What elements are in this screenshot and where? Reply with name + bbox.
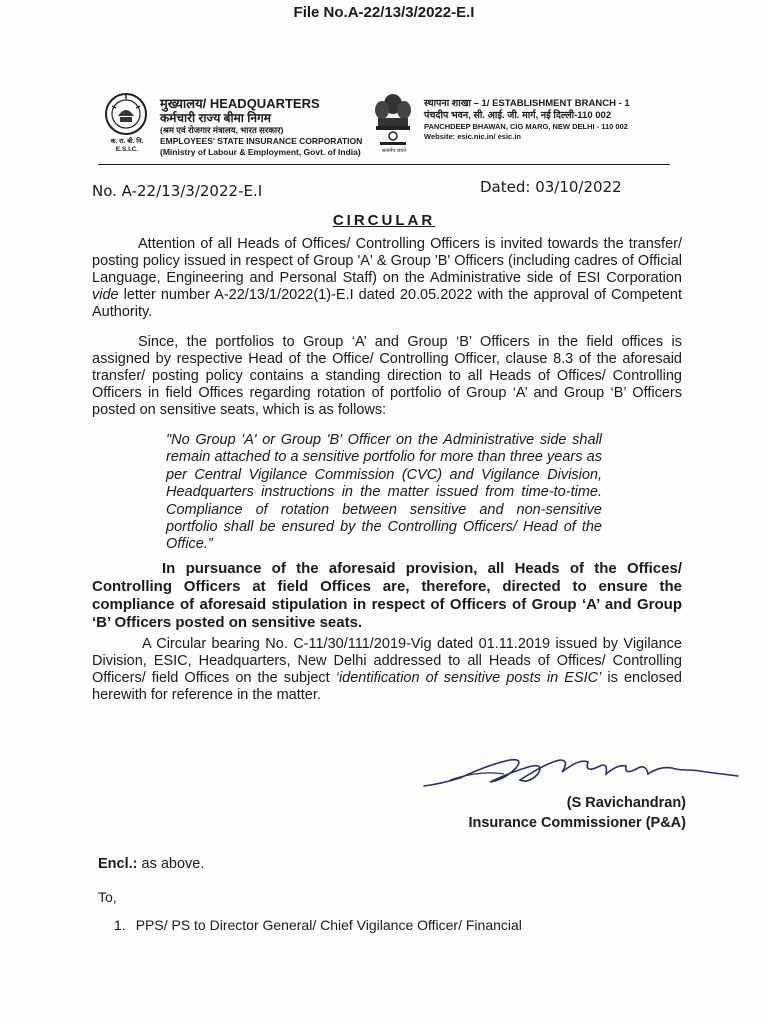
headquarters-block [160,96,362,158]
policy-quote: "No Group 'A' or Group 'B' Officer on the Administrative side shall remain attached to a sensitive portfolio for more than three years as per Central Vigilance Commission (CVC) and Vigilance Division, Headquarters instructions in the matter issued from time-to-time. Compliance of rotation between sensitive and non-sensitive portfolio shall be ensured by the Controlling Officers/ Head of the Office.” [166,432,602,553]
recipient-text: PPS/ PS to Director General/ Chief Vigilance Officer/ Financial [135,917,522,933]
branch-website: Website: esic.nic.in/ esic.in [424,132,521,141]
recipient-number: 1. [114,917,126,933]
branch-address: PANCHDEEP BHAWAN, CIG MARG, NEW DELHI - 110 002 [424,122,628,131]
emblem-caption: सत्यमेव जयते [381,148,407,154]
date: Dated: 03/10/2022 [480,178,622,196]
hq-corporation: EMPLOYEES' STATE INSURANCE CORPORATION [160,136,363,146]
esic-logo-icon [104,92,148,136]
branch-hindi-address: पंचदीप भवन, सी. आई. जी. मार्ग, नई दिल्ली-110 002 [424,110,612,121]
hq-hindi-name: कर्मचारी राज्य बीमा निगम [160,111,271,125]
paragraph-2: Since, the portfolios to Group ‘A’ and Group ‘B’ Officers in the field offices is assigned by respective Head of the Office/ Controlling Officer, clause 8.3 of the aforesaid transfer/ posting policy contains a standing direction to all Heads of Offices/ Controlling Officers in field Offices regarding rotation of portfolio of Group ‘A’ and Group ‘B’ Officers posted on sensitive seats, which is as follows: [92,334,682,418]
paragraph-3-directive: In pursuance of the aforesaid provision, all Heads of the Offices/ Controlling Officers at field Offices are, therefore, directed to ensure the compliance of aforesaid stipulation in respect of Officers of Group ‘A’ and Group ‘B’ Officers posted on sensitive seats. [92,560,682,631]
hq-title: मुख्यालय/ HEADQUARTERS [160,96,320,111]
hq-ministry-hindi: (श्रम एवं रोजगार मंत्रालय, भारत सरकार) [160,125,284,135]
enclosure-text: as above. [137,856,205,872]
file-number: File No.A-22/13/3/2022-E.I [293,4,475,21]
signature [420,740,742,798]
signatory-name: (S Ravichandran) [566,795,686,811]
branch-block [424,98,630,142]
enclosure-label: Encl.: [98,856,138,872]
letterhead-divider [98,164,670,165]
national-emblem-icon [370,90,416,154]
signatory-designation: Insurance Commissioner (P&A) [468,815,686,831]
enclosure-line [98,856,204,872]
logo-abbr: E.S.I.C. [115,146,139,153]
paragraph-1: Attention of all Heads of Offices/ Controlling Officers is invited towards the transfer/ posting policy issued in respect of Group 'A' & Group 'B' Officers (including cadres of Official Language, Engineering and Personal Staff) on the Administrative side of ESI Corporation vide letter number A-22/13/1/2022(1)-E.I dated 20.05.2022 with the approval of Competent Authority. [92,236,682,320]
letterhead [98,90,668,160]
reference-number: No. A-22/13/3/2022-E.I [92,182,263,200]
hq-ministry: (Ministry of Labour & Employment, Govt. of India) [160,147,361,157]
branch-title: स्थापना शाखा – 1/ ESTABLISHMENT BRANCH - 1 [424,98,630,109]
paragraph-4: A Circular bearing No. C-11/30/111/2019-Vig dated 01.11.2019 issued by Vigilance Division, ESIC, Headquarters, New Delhi addressed to all Heads of Offices/ Controlling Officers/ field Offices on the subject ‘identification of sensitive posts in ESIC’ is enclosed herewith for reference in the matter. [92,636,682,703]
recipient-item [114,917,522,933]
to-label: To, [98,889,117,905]
logo-hindi-abbr: क. रा. बी. नि. [110,138,144,145]
circular-title: CIRCULAR [332,212,436,229]
